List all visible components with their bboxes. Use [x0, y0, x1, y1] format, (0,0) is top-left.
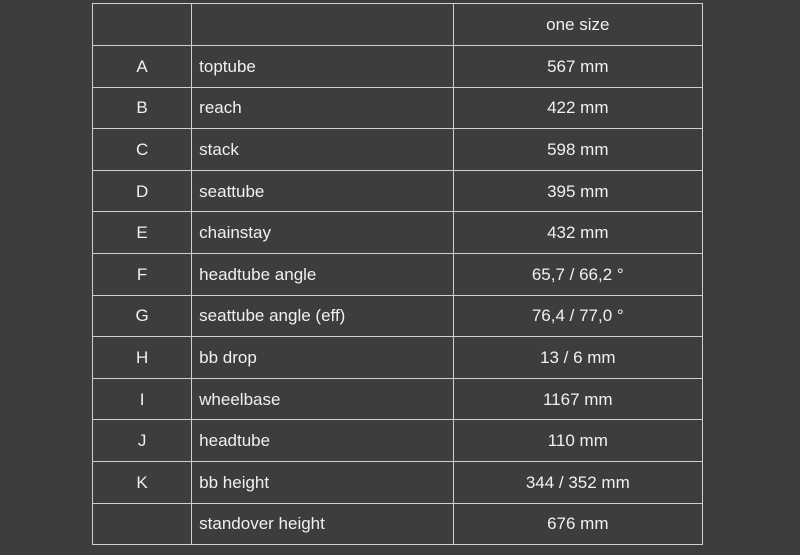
table-row — [93, 170, 703, 212]
row-value: 432 mm — [453, 212, 702, 254]
row-label: headtube — [192, 420, 453, 462]
row-letter: H — [93, 337, 192, 379]
row-letter: B — [93, 87, 192, 129]
table-row — [93, 46, 703, 88]
table-row — [93, 503, 703, 545]
row-letter: C — [93, 129, 192, 171]
row-value: 598 mm — [453, 129, 702, 171]
row-label: bb height — [192, 461, 453, 503]
table-row — [93, 212, 703, 254]
row-value: 76,4 / 77,0 ° — [453, 295, 702, 337]
row-letter: K — [93, 461, 192, 503]
row-label: toptube — [192, 46, 453, 88]
row-value: 65,7 / 66,2 ° — [453, 253, 702, 295]
row-label: bb drop — [192, 337, 453, 379]
row-letter: I — [93, 378, 192, 420]
header-label-cell — [192, 4, 453, 46]
row-label: seattube — [192, 170, 453, 212]
row-letter: J — [93, 420, 192, 462]
row-letter: D — [93, 170, 192, 212]
row-label: wheelbase — [192, 378, 453, 420]
row-value: 676 mm — [453, 503, 702, 545]
row-value: 1167 mm — [453, 378, 702, 420]
row-value: 395 mm — [453, 170, 702, 212]
row-value: 422 mm — [453, 87, 702, 129]
row-value: 567 mm — [453, 46, 702, 88]
table-row — [93, 378, 703, 420]
table-row — [93, 295, 703, 337]
row-label: standover height — [192, 503, 453, 545]
geometry-table — [92, 3, 703, 545]
table-row — [93, 461, 703, 503]
row-label: headtube angle — [192, 253, 453, 295]
row-letter: E — [93, 212, 192, 254]
row-label: chainstay — [192, 212, 453, 254]
header-size-cell: one size — [453, 4, 702, 46]
header-letter-cell — [93, 4, 192, 46]
row-letter: A — [93, 46, 192, 88]
table-header-row — [93, 4, 703, 46]
table-row — [93, 253, 703, 295]
row-label: reach — [192, 87, 453, 129]
table-row — [93, 129, 703, 171]
row-label: stack — [192, 129, 453, 171]
table-row — [93, 87, 703, 129]
row-value: 13 / 6 mm — [453, 337, 702, 379]
row-letter — [93, 503, 192, 545]
table-row — [93, 420, 703, 462]
row-value: 110 mm — [453, 420, 702, 462]
row-value: 344 / 352 mm — [453, 461, 702, 503]
row-letter: G — [93, 295, 192, 337]
table-row — [93, 337, 703, 379]
row-letter: F — [93, 253, 192, 295]
row-label: seattube angle (eff) — [192, 295, 453, 337]
